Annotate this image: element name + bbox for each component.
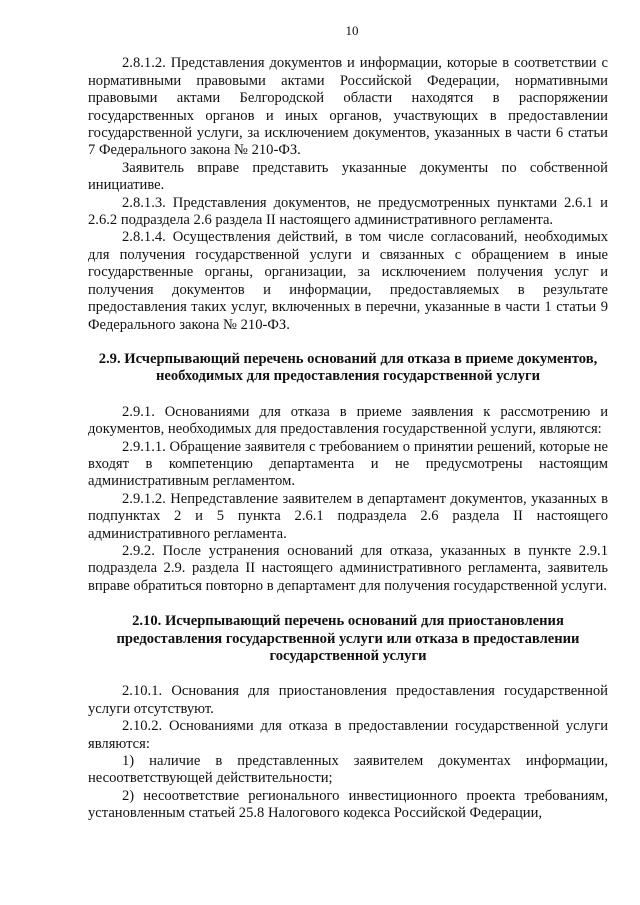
list-item-2: 2) несоответствие регионального инвестиционного проекта требованиям, установленным статьей 25.8 Налогового кодекса Российской Федерации,: [88, 787, 608, 822]
paragraph-applicant-right: Заявитель вправе представить указанные документы по собственной инициативе.: [88, 159, 608, 194]
section-heading-2-10: 2.10. Исчерпывающий перечень оснований для приостановления предоставления государственной услуги или отказа в предоставлении государственной услуги: [116, 613, 580, 664]
paragraph-2-9-1-1: 2.9.1.1. Обращение заявителя с требованием о принятии решений, которые не входят в компетенцию департамента и не предусмотрены настоящим административным регламентом.: [88, 438, 608, 490]
document-page: [88, 22, 608, 823]
paragraph-2-9-2: 2.9.2. После устранения оснований для отказа, указанных в пункте 2.9.1 подраздела 2.9. раздела II настоящего административного регламента, заявитель вправе обратиться повторно в департамент для получения государственной услуги.: [88, 542, 608, 594]
paragraph-2-10-2: 2.10.2. Основаниями для отказа в предоставлении государственной услуги являются:: [88, 718, 608, 752]
list-item-1: 1) наличие в представленных заявителем документах информации, несоответствующей действительности;: [88, 753, 608, 787]
paragraph-2-10-1: 2.10.1. Основания для приостановления предоставления государственной услуги отсутствуют.: [88, 683, 608, 717]
paragraph-2-8-1-3: 2.8.1.3. Представления документов, не предусмотренных пунктами 2.6.1 и 2.6.2 подраздела 2.6 раздела II настоящего административного регламента.: [88, 194, 608, 229]
page-number: 10: [345, 23, 359, 38]
section-heading-2-9: 2.9. Исчерпывающий перечень оснований для отказа в приеме документов, необходимых для предоставления государственной услуги: [98, 350, 598, 385]
paragraph-2-9-1-2: 2.9.1.2. Непредставление заявителем в департамент документов, указанных в подпунктах 2 и 5 пункта 2.6.1 подраздела 2.6 раздела II настоящего административного регламента.: [88, 490, 608, 542]
paragraph-2-8-1-2: 2.8.1.2. Представления документов и информации, которые в соответствии с нормативными правовыми актами Российской Федерации, нормативными правовыми актами Белгородской области находятся в распоряжении государственных органов и иных органов, участвующих в предоставлении государственной услуги, за исключением документов, указанных в части 6 статьи 7 Федерального закона № 210-ФЗ.: [88, 55, 608, 159]
paragraph-2-8-1-4: 2.8.1.4. Осуществления действий, в том числе согласований, необходимых для получения государственной услуги и связанных с обращением в иные государственные органы, организации, за исключением получения услуг и получения документов и информации, предоставляемых в результате предоставления таких услуг, включенных в перечни, указанные в части 1 статьи 9 Федерального закона № 210-ФЗ.: [88, 229, 608, 333]
paragraph-2-9-1: 2.9.1. Основаниями для отказа в приеме заявления к рассмотрению и документов, необходимых для предоставления государственной услуги, являются:: [88, 403, 608, 438]
